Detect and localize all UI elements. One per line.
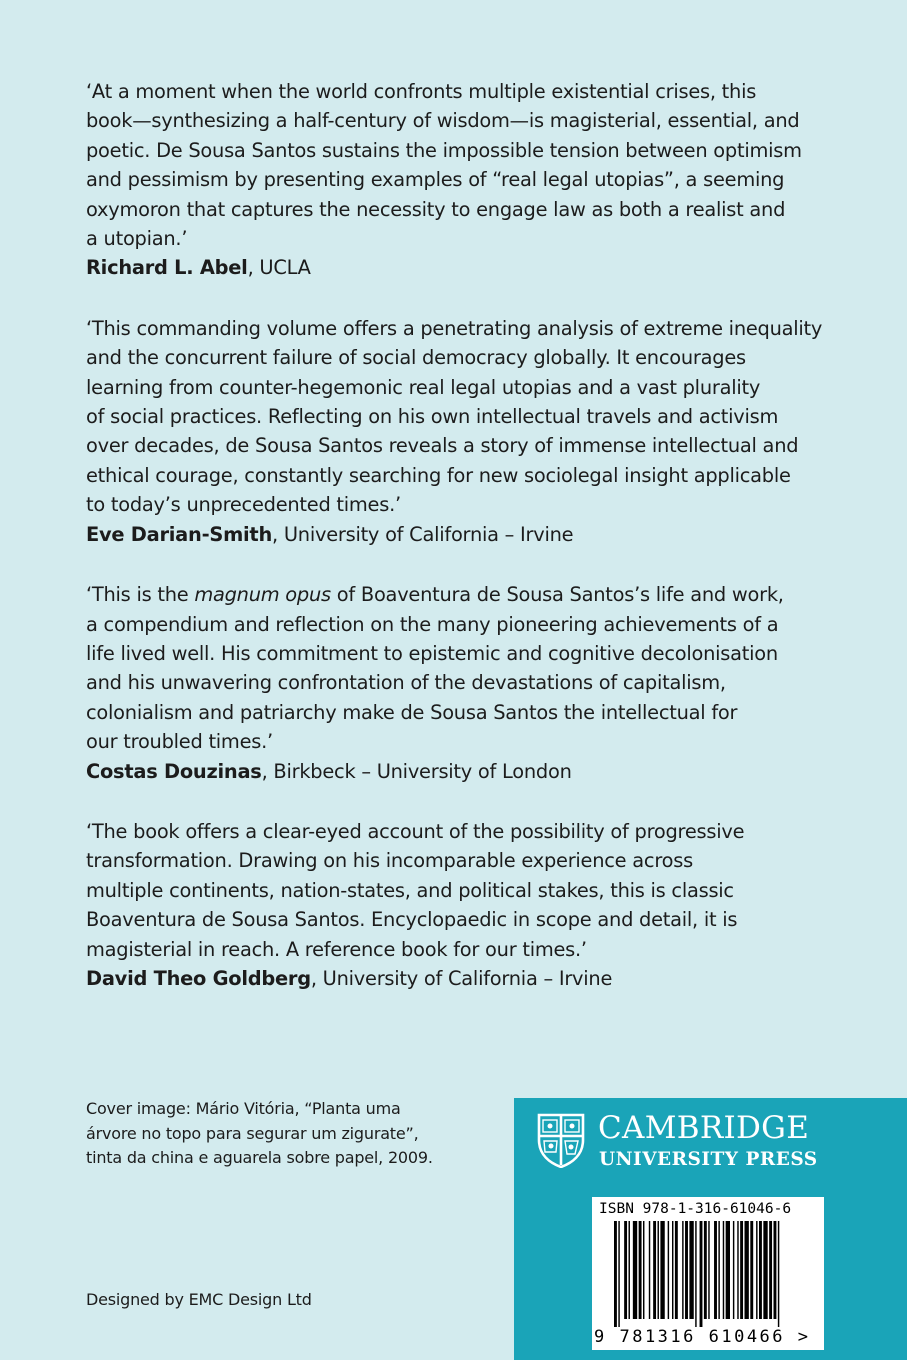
barcode-bar bbox=[726, 1221, 730, 1319]
quote-line: our troubled times.’ bbox=[86, 730, 273, 754]
barcode-bar bbox=[668, 1221, 669, 1319]
barcode-bar bbox=[745, 1221, 749, 1319]
barcode-bar bbox=[700, 1221, 703, 1327]
quote-line: oxymoron that captures the necessity to engage law as both a realist and bbox=[86, 197, 786, 221]
barcode-bar bbox=[685, 1221, 688, 1319]
barcode-bar bbox=[689, 1221, 693, 1319]
quote-line: life lived well. His commitment to epistemic and cognitive decolonisation bbox=[86, 641, 778, 665]
barcode-bar bbox=[643, 1221, 644, 1319]
barcode-bar bbox=[769, 1221, 772, 1319]
author-affiliation: , Birkbeck – University of London bbox=[261, 759, 572, 783]
credit-line: Cover image: Mário Vitória, “Planta uma bbox=[86, 1099, 401, 1118]
barcode-bar bbox=[629, 1221, 630, 1319]
endorsement-4 bbox=[86, 817, 826, 993]
author-affiliation: , University of California – Irvine bbox=[272, 522, 574, 546]
attribution bbox=[86, 757, 826, 786]
quote-line: poetic. De Sousa Santos sustains the impossible tension between optimism bbox=[86, 138, 802, 162]
attribution bbox=[86, 964, 826, 993]
quote-emphasis: magnum opus bbox=[194, 583, 331, 607]
barcode-bar bbox=[774, 1221, 777, 1319]
quote-line: ‘This commanding volume offers a penetrating analysis of extreme inequality bbox=[86, 316, 823, 340]
barcode-bar bbox=[759, 1221, 762, 1319]
barcode-bar bbox=[675, 1221, 678, 1319]
quote-line: a utopian.’ bbox=[86, 227, 188, 251]
barcode-bar bbox=[624, 1221, 627, 1319]
barcode-bar bbox=[658, 1221, 659, 1319]
isbn-label: ISBN 978-1-316-61046-6 bbox=[599, 1201, 792, 1217]
quote-line: ‘The book offers a clear-eyed account of the possibility of progressive bbox=[86, 819, 745, 843]
quote-line: transformation. Drawing on his incomparable experience across bbox=[86, 849, 693, 873]
quote-line: a compendium and reflection on the many pioneering achievements of a bbox=[86, 612, 779, 636]
barcode-bar bbox=[737, 1221, 738, 1319]
quote-line: Boaventura de Sousa Santos. Encyclopaedic in scope and detail, it is bbox=[86, 908, 738, 932]
barcode-bar bbox=[649, 1221, 650, 1319]
barcode-bar bbox=[740, 1221, 743, 1319]
cambridge-shield-icon bbox=[536, 1112, 586, 1168]
barcode-bar bbox=[672, 1221, 673, 1319]
credit-line: tinta da china e aguarela sobre papel, 2009. bbox=[86, 1148, 433, 1167]
author-name: Costas Douzinas bbox=[86, 759, 262, 783]
barcode-bar bbox=[695, 1221, 696, 1327]
attribution bbox=[86, 253, 826, 282]
barcode-bar bbox=[633, 1221, 637, 1319]
quote-line: book—synthesizing a half-century of wisdom—is magisterial, essential, and bbox=[86, 109, 800, 133]
quote-line: of social practices. Reflecting on his own intellectual travels and activism bbox=[86, 405, 779, 429]
barcode-bar bbox=[778, 1221, 779, 1327]
barcode-bar bbox=[756, 1221, 757, 1319]
quote-line: and pessimism by presenting examples of “real legal utopias”, a seeming bbox=[86, 168, 785, 192]
publisher-panel bbox=[514, 1098, 907, 1360]
quote-line: ‘At a moment when the world confronts multiple existential crises, this bbox=[86, 80, 757, 103]
designer-credit: Designed by EMC Design Ltd bbox=[86, 1290, 312, 1309]
endorsement-3 bbox=[86, 580, 826, 786]
barcode-bar bbox=[618, 1221, 619, 1327]
barcode-bar bbox=[723, 1221, 724, 1319]
endorsement-1 bbox=[86, 77, 826, 283]
attribution bbox=[86, 520, 826, 549]
quote-line: multiple continents, nation-states, and political stakes, this is classic bbox=[86, 878, 734, 902]
quote-line: to today’s unprecedented times.’ bbox=[86, 493, 401, 517]
author-affiliation: , University of California – Irvine bbox=[310, 966, 613, 990]
author-affiliation: , UCLA bbox=[247, 256, 311, 280]
author-name: Eve Darian-Smith bbox=[86, 522, 273, 546]
barcode-bar bbox=[718, 1221, 719, 1319]
barcode-digits: 9 781316 610466 > bbox=[594, 1327, 811, 1347]
author-name: David Theo Goldberg bbox=[86, 966, 311, 990]
barcode-bars bbox=[600, 1221, 816, 1327]
barcode-bar bbox=[653, 1221, 656, 1319]
cover-image-credit bbox=[86, 1097, 486, 1171]
endorsement-2 bbox=[86, 314, 826, 549]
credit-line: árvore no topo para segurar um zigurate”, bbox=[86, 1123, 419, 1143]
author-name: Richard L. Abel bbox=[86, 256, 248, 280]
quote-line: over decades, de Sousa Santos reveals a story of immense intellectual and bbox=[86, 434, 799, 458]
barcode-bar bbox=[708, 1221, 709, 1319]
publisher-name: CAMBRIDGE bbox=[598, 1110, 810, 1146]
barcode-bar bbox=[660, 1221, 664, 1319]
quote-text: of Boaventura de Sousa Santos’s life and work, bbox=[330, 583, 784, 607]
barcode-bar bbox=[750, 1221, 753, 1319]
quote-text: ‘This is the bbox=[86, 583, 195, 607]
quote-line: and the concurrent failure of social democracy globally. It encourages bbox=[86, 346, 746, 370]
quote-line bbox=[86, 580, 826, 609]
isbn-barcode bbox=[592, 1197, 824, 1350]
endorsements bbox=[86, 77, 826, 1024]
quote-line: magisterial in reach. A reference book for our times.’ bbox=[86, 937, 587, 961]
barcode-bar bbox=[682, 1221, 683, 1319]
barcode-bar bbox=[714, 1221, 717, 1319]
quote-line: ethical courage, constantly searching for new sociolegal insight applicable bbox=[86, 463, 791, 487]
quote-line: colonialism and patriarchy make de Sousa Santos the intellectual for bbox=[86, 700, 738, 724]
quote-line: and his unwavering confrontation of the devastations of capitalism, bbox=[86, 671, 726, 695]
barcode-bar bbox=[763, 1221, 767, 1319]
barcode-bar bbox=[704, 1221, 707, 1319]
barcode-bar bbox=[614, 1221, 617, 1327]
publisher-subname: UNIVERSITY PRESS bbox=[599, 1149, 818, 1170]
barcode-bar bbox=[639, 1221, 642, 1319]
barcode-bar bbox=[733, 1221, 734, 1319]
quote-line: learning from counter-hegemonic real legal utopias and a vast plurality bbox=[86, 375, 761, 399]
